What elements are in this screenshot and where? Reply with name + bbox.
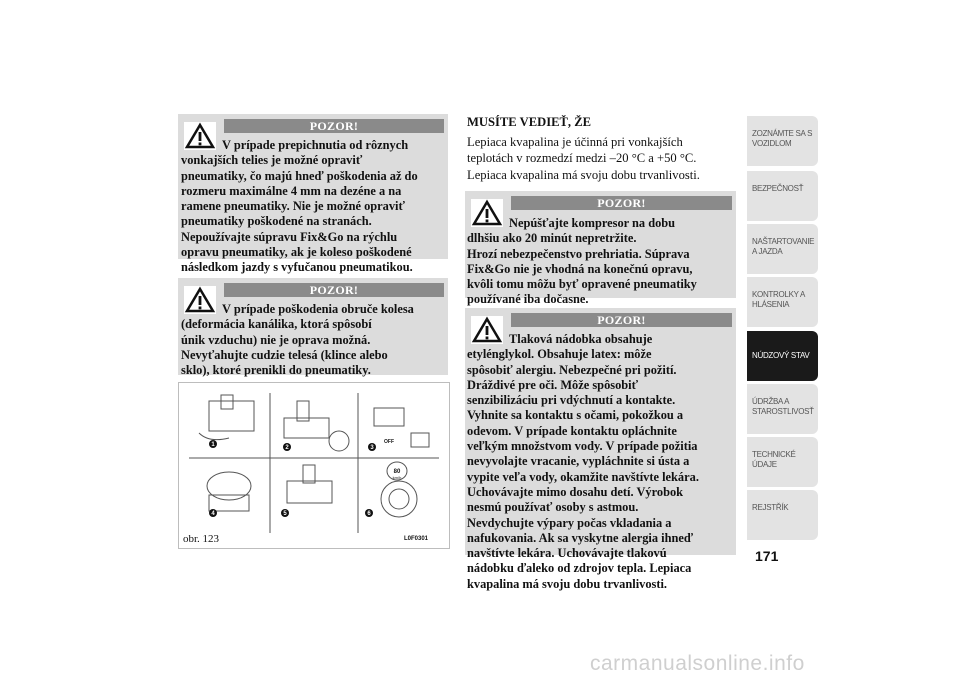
watermark: carmanualsonline.info: [590, 652, 805, 675]
tab-zoznamte-sa[interactable]: ZOZNÁMTE SA S VOZIDLOM: [747, 116, 818, 166]
tab-udrzba[interactable]: ÚDRŽBA A STAROSTLIVOSŤ: [747, 384, 818, 434]
warning-text: V prípade poškodenia obruče kolesa (deformácia kanálika, ktorá spôsobí únik vzduchu) nie je oprava možná. Nevyťahujte cudzie telesá (klince alebo sklo), ktoré prenikli do pneumatiky.: [181, 302, 414, 378]
warning-title: POZOR!: [511, 196, 732, 210]
warning-title: POZOR!: [224, 283, 444, 297]
off-label: OFF: [384, 439, 394, 445]
step-5-label: 5: [283, 511, 287, 517]
page-number: 171: [755, 548, 779, 564]
step-1-label: 1: [211, 442, 215, 448]
section-paragraph: Lepiaca kvapalina má svoju dobu trvanlivosti.: [467, 168, 700, 182]
step-2-label: 2: [285, 445, 289, 451]
warning-text: Nepúšťajte kompresor na dobu dlhšiu ako 20 minút nepretržite. Hrozí nebezpečenstvo prehriatia. Súprava Fix&Go nie je vhodná na konečnú opravu, kvôli tomu môžu byť opravené pneumatiky používané iba dočasne.: [467, 216, 697, 307]
tab-rejstrik[interactable]: REJSTŘÍK: [747, 490, 818, 540]
warning-title: POZOR!: [511, 313, 732, 327]
section-heading: MUSÍTE VEDIEŤ, ŽE: [467, 115, 591, 129]
speed-label: 80: [393, 469, 401, 475]
section-paragraph: Lepiaca kvapalina je účinná pri vonkajších teplotách v rozmedzí medzi –20 °C a +50 °C.: [467, 135, 697, 165]
figure-tire-repair-steps: [178, 382, 450, 549]
tab-nudzovy-stav[interactable]: NÚDZOVÝ STAV: [747, 331, 818, 381]
warning-text: Tlaková nádobka obsahuje etylénglykol. Obsahuje latex: môže spôsobiť alergiu. Nebezpečné pri požití. Dráždivé pre oči. Môže spôsobiť senzibilizáciu pri vdýchnutí a kontakte. Vyhnite sa kontaktu s očami, pokožkou a odevom. V prípade kontaktu opláchnite veľkým množstvom vody. V prípade požitia nevyvolajte vracanie, vypláchnite si ústa a vypite veľa vody, okamžite navštívte lekára. Uchovávajte mimo dosahu detí. Výrobok nesmú používať osoby s astmou. Nevdychujte výpary počas vkladania a nafukovania. Ak sa vyskytne alergia ihneď navštívte lekára. Uchovávajte tlakovú nádobku ďaleko od zdrojov tepla. Lepiaca kvapalina má svoju dobu trvanlivosti.: [467, 332, 699, 591]
step-4-label: 4: [211, 511, 215, 517]
figure-code: L0F0301: [404, 536, 429, 542]
figure-caption: obr. 123: [183, 533, 220, 545]
tab-technicke-udaje[interactable]: TECHNICKÉ ÚDAJE: [747, 437, 818, 487]
step-3-label: 3: [370, 445, 374, 451]
tab-bezpecnost[interactable]: BEZPEČNOSŤ: [747, 171, 818, 221]
speed-unit: km/h: [392, 475, 402, 480]
warning-text: V prípade prepichnutia od rôznych vonkajších telies je možné opraviť pneumatiky, čo majú hneď poškodenia až do rozmeru maximálne 4 mm na dezéne a na ramene pneumatiky. Nie je možné opraviť pneumatiky poškodené na stranách. Nepoužívajte súpravu Fix&Go na rýchlu opravu pneumatiky, ak je koleso poškodené následkom jazdy s vyfučanou pneumatikou.: [181, 138, 418, 275]
tab-kontrolky[interactable]: KONTROLKY A HLÁSENIA: [747, 277, 818, 327]
warning-title: POZOR!: [224, 119, 444, 133]
tab-nastartovanie[interactable]: NAŠTARTOVANIE A JAZDA: [747, 224, 818, 274]
repair-illustration: [179, 383, 449, 548]
step-6-label: 6: [367, 511, 371, 517]
